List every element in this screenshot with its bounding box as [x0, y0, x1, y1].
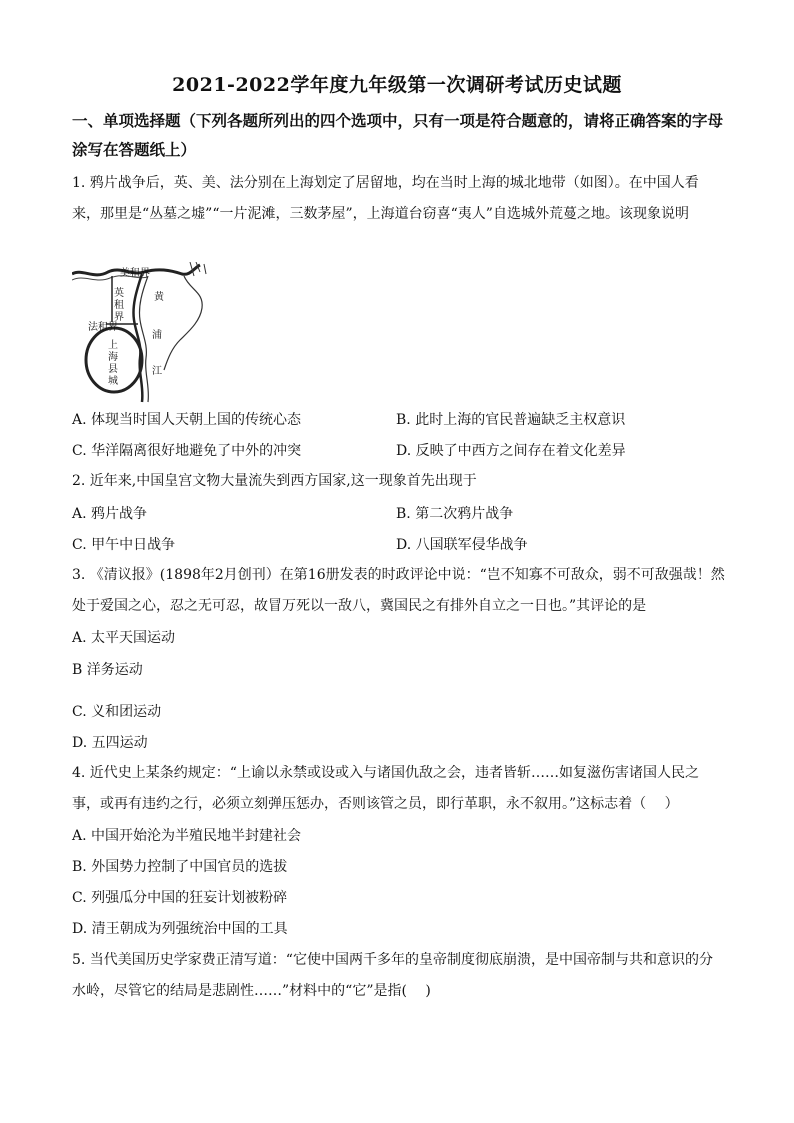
question-3-option-c: C. 义和团运动 [72, 704, 162, 720]
question-2-option-b: B. 第二次鸦片战争 [396, 506, 514, 522]
question-4-option-b: B. 外国势力控制了中国官员的选拔 [72, 859, 288, 875]
map-label-uk-2: 租 [114, 300, 124, 311]
map-label-uk-3: 界 [114, 312, 124, 323]
question-4-option-a: A. 中国开始沦为半殖民地半封建社会 [72, 828, 302, 844]
map-label-county-3: 县 [108, 364, 118, 375]
question-4-option-c: C. 列强瓜分中国的狂妄计划被粉碎 [72, 890, 288, 906]
map-label-county-4: 城 [108, 376, 118, 387]
question-3-option-b: B 洋务运动 [72, 662, 143, 678]
map-label-fr: 法租界 [88, 322, 118, 333]
question-1-option-c: C. 华洋隔离很好地避免了中外的冲突 [72, 443, 302, 459]
question-1-option-d: D. 反映了中西方之间存在着文化差异 [396, 443, 626, 459]
map-label-pu: 浦 [152, 330, 162, 341]
question-3-option-d: D. 五四运动 [72, 735, 148, 751]
map-label-county-2: 海 [108, 352, 118, 363]
map-label-uk: 英 [114, 288, 124, 299]
question-1-option-b: B. 此时上海的官民普遍缺乏主权意识 [396, 412, 626, 428]
question-2-option-a: A. 鸦片战争 [72, 506, 148, 522]
question-3-option-a: A. 太平天国运动 [72, 630, 176, 646]
question-2-option-c: C. 甲午中日战争 [72, 537, 176, 553]
question-1-option-a: A. 体现当时国人天朝上国的传统心态 [72, 412, 302, 428]
question-1-stem: 1. 鸦片战争后，英、美、法分别在上海划定了居留地，均在当时上海的城北地带（如图）。在中国人看来，那里是“丛墓之墟”“一片泥滩，三数茅屋”，上海道台窃喜“夷人”自选城外荒蔓之地。该现象说明 [72, 175, 699, 222]
section-heading: 一、单项选择题（下列各题所列出的四个选项中，只有一项是符合题意的，请将正确答案的字母涂写在答题纸上） [72, 111, 724, 159]
map-label-us: 美租界 [120, 268, 150, 279]
question-4-option-d: D. 清王朝成为列强统治中国的工具 [72, 921, 288, 937]
question-2-option-d: D. 八国联军侵华战争 [396, 537, 528, 553]
map-coast [164, 276, 202, 370]
question-4-stem: 4. 近代史上某条约规定：“上谕以永禁或设或入与诸国仇敌之会，违者皆斩……如复滋伤害诸国人民之事，或再有违约之行，必须立刻弹压惩办，否则该管之员，即行革职，永不叙用。”这标志着（ ） [72, 765, 699, 812]
page-title: 2021-2022学年度九年级第一次调研考试历史试题 [172, 74, 622, 96]
shanghai-concession-map [72, 262, 212, 404]
question-5-stem: 5. 当代美国历史学家费正清写道：“它使中国两千多年的皇帝制度彻底崩溃，是中国帝制与共和意识的分水岭，尽管它的结局是悲剧性……”材料中的“它”是指( ) [72, 952, 713, 999]
map-label-jiang: 江 [152, 366, 162, 377]
map-label-county-1: 上 [108, 340, 118, 351]
map-label-huang: 黄 [154, 292, 164, 303]
map-coast-marks [190, 262, 206, 276]
question-2-stem: 2. 近年来,中国皇宫文物大量流失到西方国家,这一现象首先出现于 [72, 473, 477, 489]
question-3-stem: 3. 《清议报》(1898年2月创刊）在第16册发表的时政评论中说：“岂不知寡不可敌众，弱不可敌强哉！然处于爱国之心，忍之无可忍，故冒万死以一敌八，冀国民之有排外自立之一日也。”其评论的是 [72, 567, 725, 614]
